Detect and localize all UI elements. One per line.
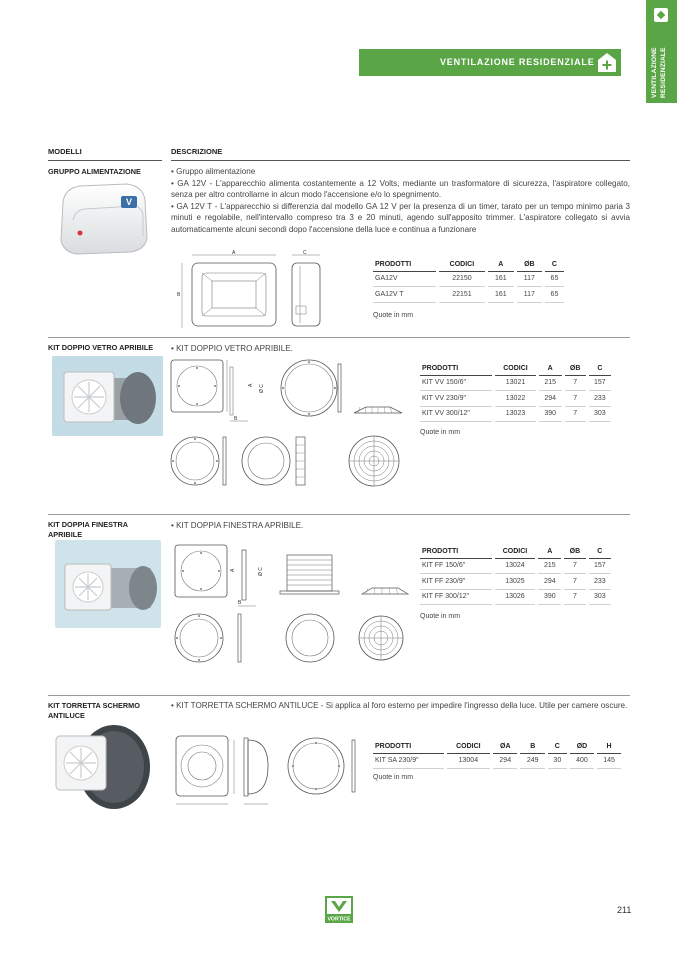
section-title-banner: VENTILAZIONE RESIDENZIALE xyxy=(359,49,621,76)
description-text xyxy=(171,700,630,712)
table-header: PRODOTTI xyxy=(420,362,494,375)
table-cell: GA12V T xyxy=(373,287,438,303)
dim-label-a: A xyxy=(248,383,254,387)
table-cell: 215 xyxy=(537,558,563,574)
model-name: KIT DOPPIA FINESTRA APRIBILE xyxy=(48,520,128,539)
table-header: A xyxy=(486,258,515,271)
table-cell: 294 xyxy=(537,574,563,590)
table-cell: 233 xyxy=(587,574,611,590)
description-line: • KIT DOPPIO VETRO APRIBILE. xyxy=(171,343,630,355)
table-cell: 7 xyxy=(563,589,587,605)
table-row xyxy=(420,589,611,605)
table-header: C xyxy=(543,258,564,271)
dim-label-c: Ø C xyxy=(259,384,265,393)
table-row xyxy=(373,287,564,303)
table-cell: 233 xyxy=(587,391,611,407)
table-row xyxy=(420,375,611,391)
table-header: CODICI xyxy=(493,545,537,558)
description-line: • GA 12V - L'apparecchio alimenta costantemente a 12 Volts, mediante un trasformatore di sicurezza, l'aspiratore collegato, senza per altro controllarne in alcun modo l'accensione e/o lo spegnimento. xyxy=(171,178,630,201)
table-header: ØB xyxy=(515,258,543,271)
table-header: CODICI xyxy=(438,258,487,271)
table-cell: 13025 xyxy=(493,574,537,590)
kit-photo xyxy=(52,356,163,436)
dim-label-a: A xyxy=(232,250,236,256)
product-table xyxy=(420,545,611,605)
table-header: A xyxy=(537,362,563,375)
table-cell: 65 xyxy=(543,287,564,303)
table-header: PRODOTTI xyxy=(373,740,445,753)
table-cell: 30 xyxy=(546,753,568,769)
table-cell: 7 xyxy=(563,558,587,574)
table-cell: 145 xyxy=(596,753,621,769)
product-table xyxy=(420,362,611,422)
product-table xyxy=(373,258,564,303)
svg-text:V: V xyxy=(125,197,133,207)
table-cell: 13022 xyxy=(494,391,538,407)
table-cell: 390 xyxy=(537,406,563,422)
kit-dimension-drawing xyxy=(172,542,412,670)
dim-label-b: B xyxy=(177,292,181,298)
table-header: PRODOTTI xyxy=(420,545,493,558)
table-cell: 249 xyxy=(519,753,546,769)
table-cell: KIT VV 230/9" xyxy=(420,391,494,407)
side-section-tab xyxy=(646,0,677,103)
table-header: CODICI xyxy=(445,740,491,753)
description-text xyxy=(171,166,630,236)
table-cell: 390 xyxy=(537,589,563,605)
table-row xyxy=(420,558,611,574)
description-column-header: DESCRIZIONE xyxy=(171,147,223,156)
table-header: B xyxy=(519,740,546,753)
product-table xyxy=(373,740,621,769)
table-header: ØA xyxy=(492,740,519,753)
table-cell: 157 xyxy=(587,375,611,391)
table-cell: KIT VV 300/12" xyxy=(420,406,494,422)
table-cell: 7 xyxy=(563,375,587,391)
table-cell: 294 xyxy=(537,391,563,407)
table-header: CODICI xyxy=(494,362,538,375)
table-cell: KIT FF 300/12" xyxy=(420,589,493,605)
description-line: • Gruppo alimentazione xyxy=(171,166,630,178)
dim-label-a: A xyxy=(230,568,236,572)
dim-label-c: C xyxy=(303,250,307,256)
model-name: GRUPPO ALIMENTAZIONE xyxy=(48,167,141,176)
description-line: • KIT TORRETTA SCHERMO ANTILUCE - Si applica al foro esterno per impedire l'ingresso della luce. Utile per camere oscure. xyxy=(171,700,630,712)
models-column-header: MODELLI xyxy=(48,147,82,156)
table-cell: 157 xyxy=(587,558,611,574)
units-note: Quote in mm xyxy=(373,774,414,781)
ventilation-icon xyxy=(654,8,668,22)
side-tab-label: VENTILAZIONE RESIDENZIALE xyxy=(651,47,667,98)
table-header: ØB xyxy=(563,545,587,558)
table-row xyxy=(420,391,611,407)
table-cell: 303 xyxy=(587,406,611,422)
units-note: Quote in mm xyxy=(420,429,461,436)
logo-wordmark: VORTICE xyxy=(327,916,351,923)
section-divider xyxy=(48,337,630,338)
table-cell: KIT SA 230/9" xyxy=(373,753,445,769)
table-cell: 13024 xyxy=(493,558,537,574)
table-cell: KIT FF 150/6" xyxy=(420,558,493,574)
kit-dimension-drawing xyxy=(172,732,362,810)
header-rule xyxy=(48,160,162,161)
page-number: 211 xyxy=(617,905,632,915)
dim-label-b: B xyxy=(234,416,238,422)
table-header: A xyxy=(537,545,563,558)
table-header: C xyxy=(587,362,611,375)
dim-label-c: Ø C xyxy=(258,567,264,576)
table-header: C xyxy=(546,740,568,753)
table-row xyxy=(373,753,621,769)
table-header: ØD xyxy=(568,740,595,753)
table-cell: 7 xyxy=(563,391,587,407)
table-cell: 22150 xyxy=(438,271,487,287)
power-unit-photo xyxy=(55,180,150,256)
table-row xyxy=(420,406,611,422)
description-line: • KIT DOPPIA FINESTRA APRIBILE. xyxy=(171,520,630,532)
table-header: C xyxy=(587,545,611,558)
dim-label-b: B xyxy=(238,600,242,606)
header-rule xyxy=(171,160,630,161)
table-cell: GA12V xyxy=(373,271,438,287)
table-header: H xyxy=(596,740,621,753)
vortice-logo xyxy=(325,896,353,923)
units-note: Quote in mm xyxy=(420,613,461,620)
table-cell: 117 xyxy=(515,271,543,287)
description-text xyxy=(171,343,630,355)
table-cell: 13004 xyxy=(445,753,491,769)
table-cell: 65 xyxy=(543,271,564,287)
table-cell: 22151 xyxy=(438,287,487,303)
table-cell: 303 xyxy=(587,589,611,605)
table-cell: KIT FF 230/9" xyxy=(420,574,493,590)
table-cell: 117 xyxy=(515,287,543,303)
table-cell: KIT VV 150/6" xyxy=(420,375,494,391)
table-header: ØB xyxy=(563,362,587,375)
units-note: Quote in mm xyxy=(373,312,414,319)
table-cell: 7 xyxy=(563,574,587,590)
table-cell: 13026 xyxy=(493,589,537,605)
description-text xyxy=(171,520,630,532)
kit-photo xyxy=(52,722,152,812)
table-cell: 13023 xyxy=(494,406,538,422)
table-row xyxy=(373,271,564,287)
section-divider xyxy=(48,514,630,515)
table-header: PRODOTTI xyxy=(373,258,438,271)
table-cell: 294 xyxy=(492,753,519,769)
table-cell: 7 xyxy=(563,406,587,422)
model-name: KIT DOPPIO VETRO APRIBILE xyxy=(48,343,154,352)
kit-dimension-drawing xyxy=(168,357,403,492)
kit-photo xyxy=(55,540,161,628)
table-cell: 215 xyxy=(537,375,563,391)
description-line: • GA 12V T - L'apparecchio si differenzia dal modello GA 12 V per la presenza di un timer, tarato per un tempo minimo paria 3 minuti e regolabile, nell'intervallo compreso tra 3 e 20 minuti, agendo sull'apposito trimmer. L'aspiratore collegato si avvia automaticamente alcuni secondi dopo l'accensione della luce e continua a funzionare xyxy=(171,201,630,236)
table-cell: 161 xyxy=(486,271,515,287)
power-unit-dimension-drawing xyxy=(172,248,332,330)
table-cell: 161 xyxy=(486,287,515,303)
model-name: KIT TORRETTA SCHERMO ANTILUCE xyxy=(48,701,140,720)
table-cell: 13021 xyxy=(494,375,538,391)
house-ventilation-icon xyxy=(597,52,617,73)
table-cell: 400 xyxy=(568,753,595,769)
table-row xyxy=(420,574,611,590)
section-divider xyxy=(48,695,630,696)
